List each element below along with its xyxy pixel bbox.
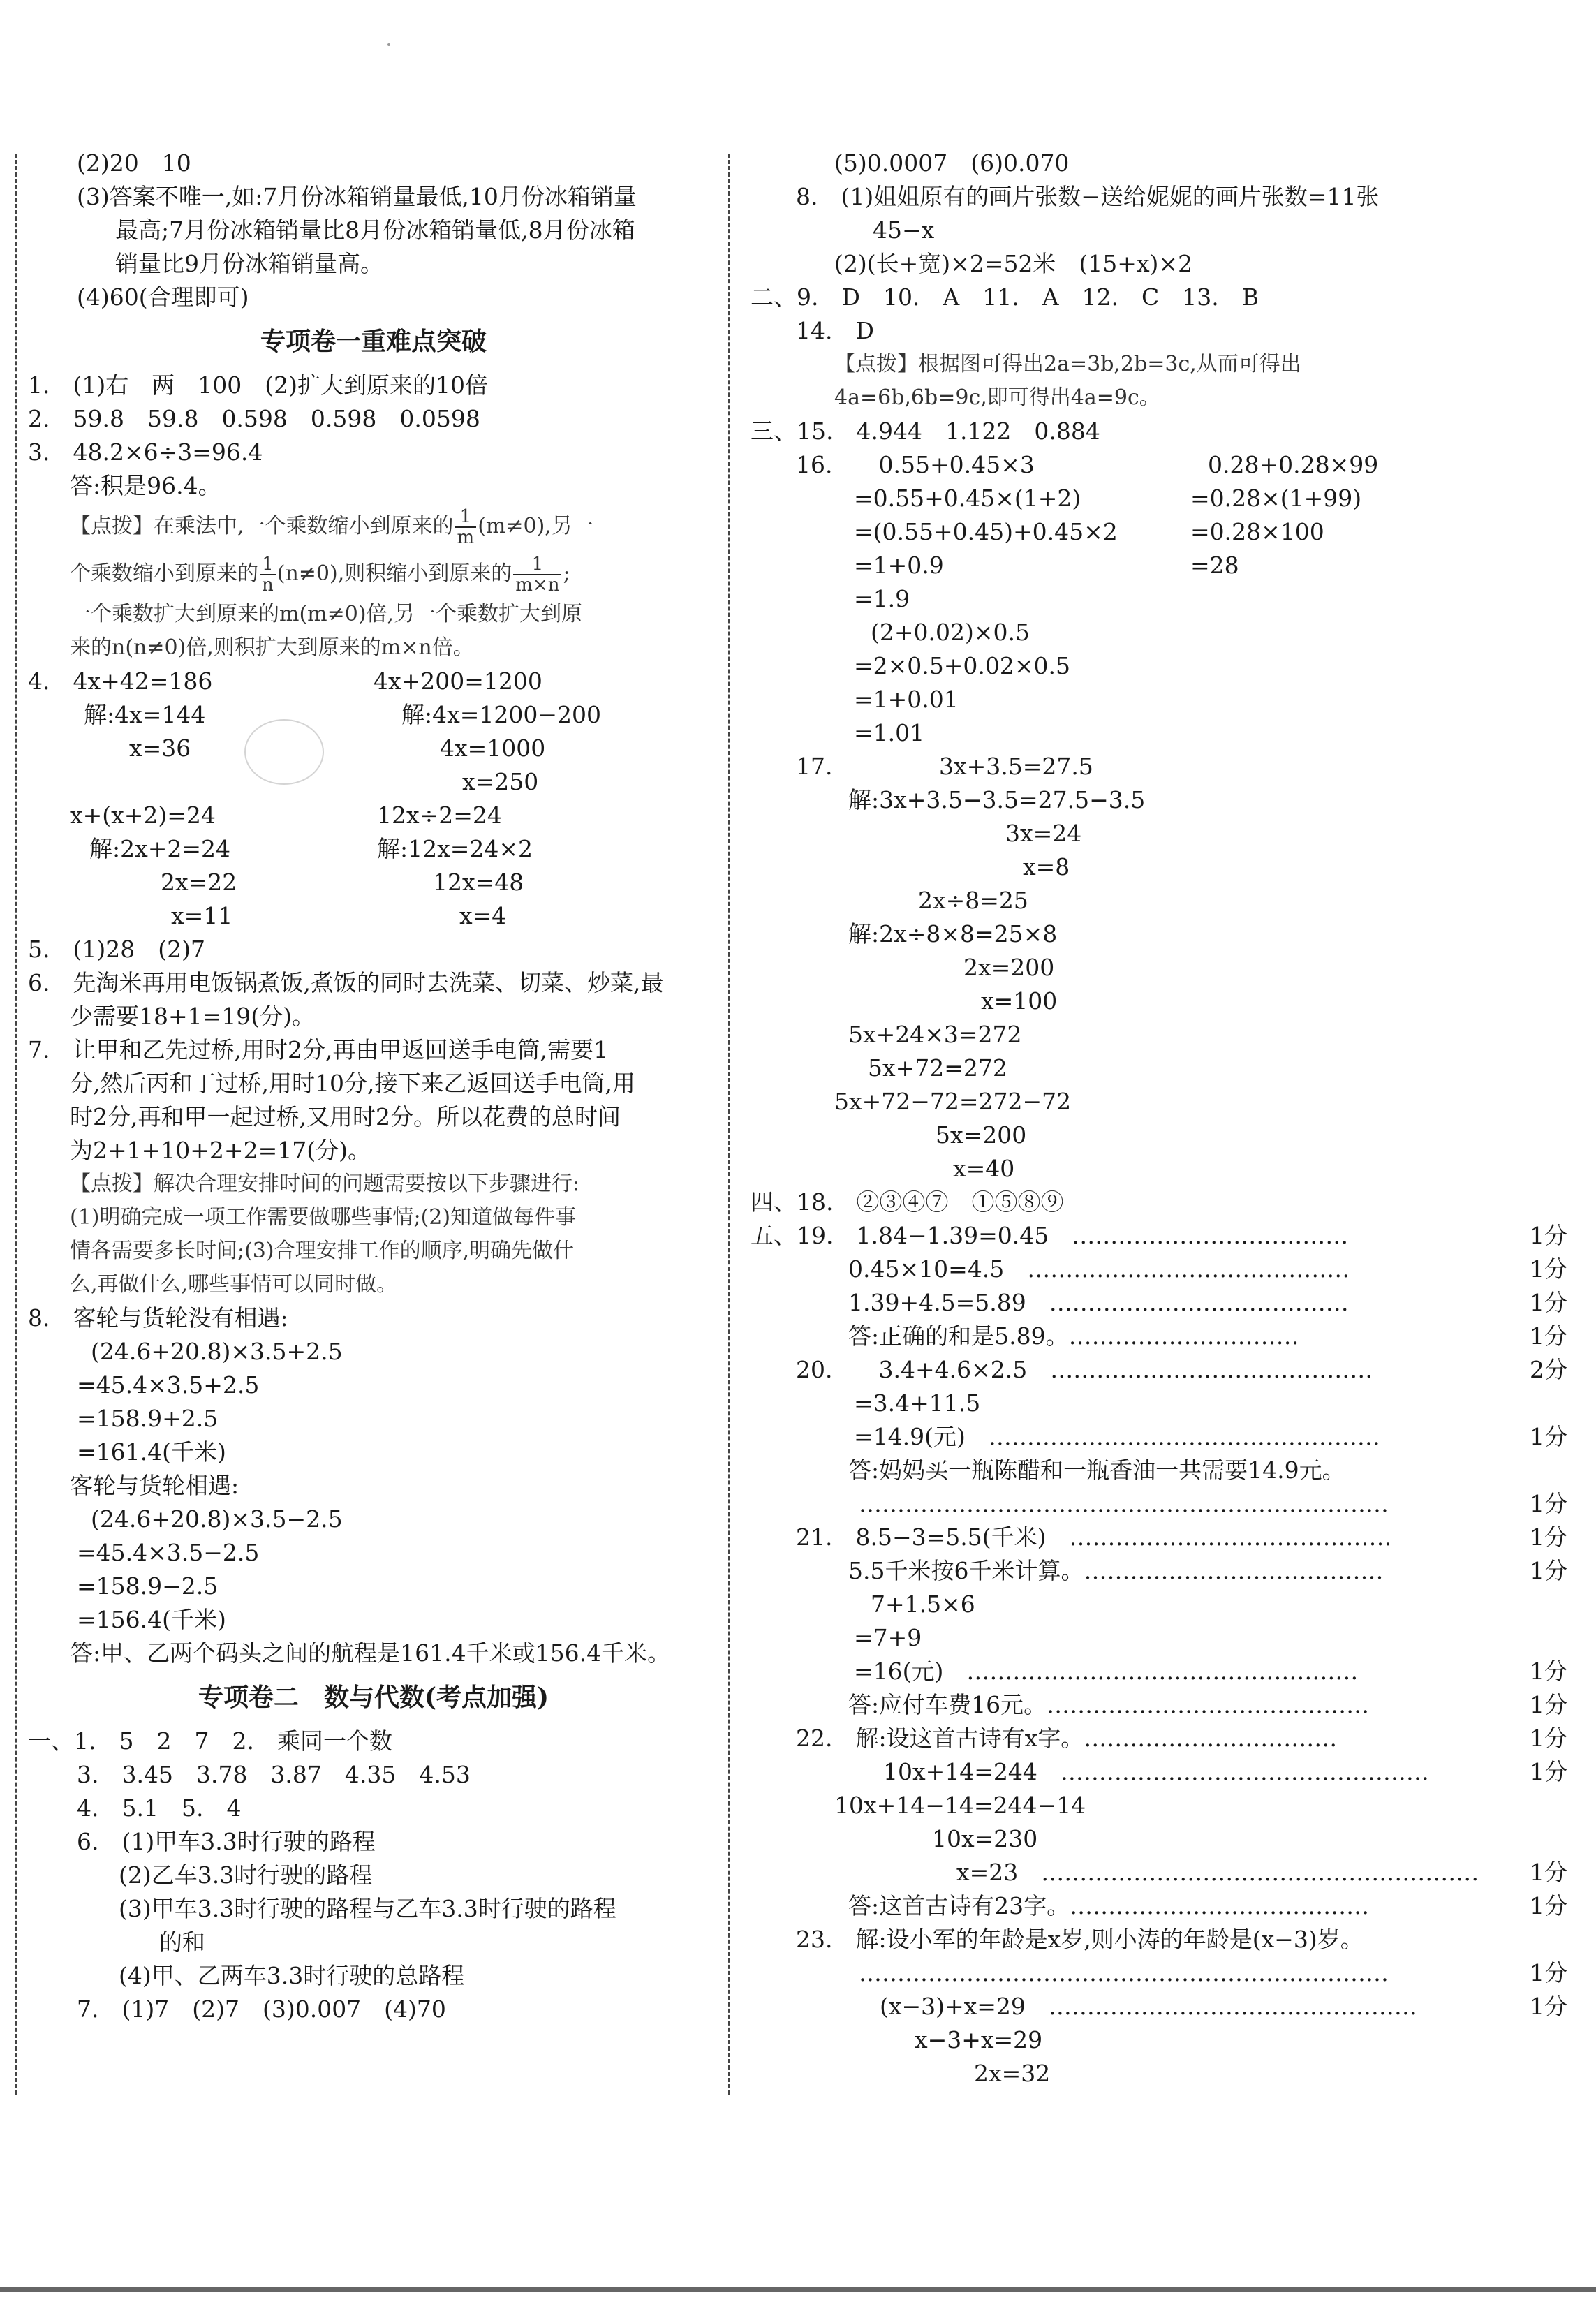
- line-text: =45.4×3.5+2.5: [77, 1371, 260, 1399]
- answer-line: [28, 1100, 719, 1134]
- line-text: =1+0.01: [854, 686, 959, 713]
- answer-line: [751, 281, 1567, 314]
- line-text: 二、9. D 10. A 11. A 12. C 13. B: [751, 283, 1259, 311]
- answer-line: [751, 1956, 1567, 1990]
- answer-line: [28, 1436, 719, 1469]
- line-text: 时2分,再和甲一起过桥,又用时2分。所以花费的总时间: [70, 1103, 621, 1130]
- line-text: 五、19. 1.84−1.39=0.45 ………………………………: [751, 1222, 1349, 1249]
- score-points: 1分: [1530, 1289, 1567, 1316]
- line-text: 来的n(n≠0)倍,则积扩大到原来的m×n倍。: [70, 635, 474, 660]
- line-text: 23. 解:设小军的年龄是x岁,则小涛的年龄是(x−3)岁。: [796, 1926, 1364, 1953]
- line-text: x=40: [953, 1155, 1015, 1182]
- line-text: 5.5千米按6千米计算。…………………………………: [848, 1557, 1384, 1584]
- answer-line: [751, 1521, 1567, 1554]
- line-text: 10x+14=244 …………………………………………: [883, 1758, 1429, 1785]
- answer-line: [751, 783, 1567, 817]
- answer-line: [751, 1822, 1567, 1856]
- score-points: 1分: [1530, 1758, 1567, 1785]
- line-text: 四、18. ②③④⑦ ①⑤⑧⑨: [751, 1188, 1064, 1216]
- line-text: ……………………………………………………………: [859, 1490, 1389, 1517]
- line-text: (24.6+20.8)×3.5+2.5: [91, 1338, 343, 1365]
- answer-line: [28, 1993, 719, 2026]
- line-text: ……………………………………………………………: [859, 1959, 1389, 1986]
- score-points: 1分: [1530, 1423, 1567, 1450]
- answer-line: [751, 1052, 1567, 1085]
- line-text: 5x+72−72=272−72: [834, 1088, 1072, 1115]
- answer-line: [751, 850, 1567, 884]
- answer-line: [28, 765, 719, 799]
- answer-line: [28, 732, 719, 765]
- equation-cell: =0.28×(1+99): [1190, 485, 1362, 512]
- equation-cell: =1+0.9: [854, 552, 944, 579]
- line-text: 最高;7月份冰箱销量比8月份冰箱销量低,8月份冰箱: [115, 216, 635, 244]
- line-text: 2x÷8=25: [918, 887, 1028, 914]
- score-points: 1分: [1530, 1658, 1567, 1685]
- hint-line: [28, 598, 719, 631]
- line-text: =3.4+11.5: [854, 1389, 981, 1417]
- line-text: 1. (1)右 两 100 (2)扩大到原来的10倍: [28, 371, 488, 399]
- answer-line: [28, 1637, 719, 1670]
- hint-line: [751, 348, 1567, 381]
- score-points: 1分: [1530, 1959, 1567, 1986]
- line-text: 0.45×10=4.5 ……………………………………: [848, 1255, 1350, 1283]
- score-points: 1分: [1530, 1725, 1567, 1752]
- answer-line: [28, 214, 719, 247]
- hint-line: [28, 1167, 719, 1201]
- line-text: 22. 解:设这首古诗有x字。……………………………: [796, 1725, 1338, 1752]
- line-text: 客轮与货轮相遇:: [70, 1472, 239, 1499]
- line-text: 3x=24: [1005, 820, 1082, 847]
- equation-cell: 3x+3.5=27.5: [939, 753, 1093, 780]
- line-text: (3)答案不唯一,如:7月份冰箱销量最低,10月份冰箱销量: [77, 183, 637, 210]
- line-text: 8. 客轮与货轮没有相遇:: [28, 1304, 288, 1331]
- equation-cell: 17.: [796, 753, 833, 780]
- line-text: =16(元) ……………………………………………: [854, 1658, 1359, 1685]
- line-text: (1)明确完成一项工作需要做哪些事情;(2)知道做每件事: [70, 1205, 577, 1230]
- answer-line: [751, 1655, 1567, 1688]
- line-text: =14.9(元) ……………………………………………: [854, 1423, 1380, 1450]
- answer-line: [28, 281, 719, 314]
- answer-line: [28, 966, 719, 1000]
- answer-line: [751, 1152, 1567, 1186]
- line-text: 答:这首古诗有23字。…………………………………: [848, 1892, 1370, 1919]
- answer-line: [751, 314, 1567, 348]
- answer-line: [28, 866, 719, 899]
- answer-line: [751, 147, 1567, 180]
- section-heading: 专项卷一重难点突破: [260, 327, 487, 356]
- hint-line: [28, 1201, 719, 1234]
- line-text: =1.9: [854, 585, 910, 612]
- line-text: 5x+72=272: [868, 1054, 1007, 1082]
- hint-line: [28, 631, 719, 665]
- line-text: 7. 让甲和乙先过桥,用时2分,再由甲返回送手电筒,需要1: [28, 1036, 608, 1063]
- line-text: (4)60(合理即可): [77, 283, 249, 311]
- answer-line: [28, 1792, 719, 1825]
- answer-line: [751, 1889, 1567, 1923]
- scan-mark: [387, 43, 390, 46]
- answer-line: [28, 1892, 719, 1926]
- answer-line: [28, 147, 719, 180]
- equation-cell: 16. 0.55+0.45×3: [796, 451, 1035, 478]
- fraction-numerator: 1: [513, 554, 561, 575]
- answer-line: [751, 1119, 1567, 1152]
- answer-line: [751, 1621, 1567, 1655]
- hint-line: [28, 503, 719, 550]
- score-points: 1分: [1530, 1557, 1567, 1584]
- answer-line: [28, 1033, 719, 1067]
- line-text: 么,再做什么,哪些事情可以同时做。: [70, 1272, 398, 1297]
- answer-line: [751, 817, 1567, 850]
- answer-line: [751, 1923, 1567, 1956]
- answer-line: [751, 448, 1567, 482]
- line-text: 少需要18+1=19(分)。: [70, 1003, 316, 1030]
- answer-line: [751, 1789, 1567, 1822]
- answer-line: [28, 1067, 719, 1100]
- answer-line: [28, 1369, 719, 1402]
- answer-line: [751, 482, 1567, 515]
- answer-line: [751, 1554, 1567, 1588]
- answer-line: [751, 884, 1567, 917]
- text-part: 【点拨】在乘法中,一个乘数缩小到原来的: [70, 514, 454, 538]
- line-text: 2x=32: [974, 2060, 1051, 2087]
- line-text: x=8: [1023, 853, 1070, 880]
- answer-line: [28, 402, 719, 436]
- equation-cell: 解:12x=24×2: [377, 835, 533, 862]
- score-points: 1分: [1530, 1524, 1567, 1551]
- line-text: =161.4(千米): [77, 1438, 226, 1466]
- answer-line: [28, 1926, 719, 1959]
- answer-line: [751, 716, 1567, 750]
- answer-line: [751, 582, 1567, 616]
- answer-line: [751, 415, 1567, 448]
- hint-line: [28, 1234, 719, 1268]
- score-points: 1分: [1530, 1859, 1567, 1886]
- text-part: (m≠0),另一: [478, 514, 593, 538]
- equation-cell: x=11: [171, 902, 233, 929]
- text-part: (n≠0),则积缩小到原来的: [276, 561, 512, 586]
- answer-line: [751, 515, 1567, 549]
- line-text: =45.4×3.5−2.5: [77, 1539, 260, 1566]
- answer-line: [751, 750, 1567, 783]
- line-text: =7+9: [854, 1624, 922, 1651]
- fraction: [513, 554, 561, 595]
- left-column: [28, 147, 719, 2026]
- fraction-denominator: m×n: [515, 575, 560, 596]
- equation-cell: 2x=22: [161, 869, 237, 896]
- fraction: [455, 507, 477, 547]
- answer-line: [28, 1959, 719, 1993]
- answer-line: [751, 180, 1567, 214]
- answer-line: [751, 1856, 1567, 1889]
- left-margin-dashed-line: [15, 154, 17, 2095]
- line-text: =156.4(千米): [77, 1606, 226, 1633]
- text-part: ;: [563, 561, 570, 586]
- line-text: 解:2x÷8×8=25×8: [848, 920, 1058, 947]
- answer-line: [28, 247, 719, 281]
- equation-cell: 解:4x=1200−200: [401, 701, 601, 728]
- line-text: 答:积是96.4。: [70, 472, 221, 499]
- answer-line: [751, 1755, 1567, 1789]
- line-text: 45−x: [873, 216, 935, 244]
- answer-line: [751, 917, 1567, 951]
- answer-line: [28, 469, 719, 503]
- line-text: 2. 59.8 59.8 0.598 0.598 0.0598: [28, 405, 480, 432]
- answer-line: [751, 1722, 1567, 1755]
- answer-line: [28, 1134, 719, 1167]
- section-heading: 专项卷二 数与代数(考点加强): [198, 1683, 549, 1712]
- score-points: 1分: [1530, 1322, 1567, 1350]
- answer-line: [751, 1219, 1567, 1253]
- line-text: x=23 …………………………………………………: [956, 1859, 1479, 1886]
- equation-cell: x+(x+2)=24: [70, 802, 216, 829]
- equation-cell: 4x+200=1200: [374, 667, 542, 695]
- score-points: 1分: [1530, 1255, 1567, 1283]
- line-text: 5x+24×3=272: [848, 1021, 1022, 1048]
- line-text: 5. (1)28 (2)7: [28, 936, 205, 963]
- equation-cell: =0.28×100: [1190, 518, 1324, 545]
- answer-line: [28, 1725, 719, 1758]
- score-points: 2分: [1530, 1356, 1567, 1383]
- line-text: 7+1.5×6: [871, 1591, 975, 1618]
- line-text: 8. (1)姐姐原有的画片张数−送给妮妮的画片张数=11张: [796, 183, 1380, 210]
- line-text: 3. 48.2×6÷3=96.4: [28, 438, 263, 466]
- line-text: 一、1. 5 2 7 2. 乘同一个数: [28, 1727, 392, 1755]
- line-text: 6. (1)甲车3.3时行驶的路程: [77, 1828, 376, 1855]
- answer-line: [28, 1000, 719, 1033]
- answer-line: [28, 1402, 719, 1436]
- answer-line: [28, 698, 719, 732]
- equation-cell: x=4: [459, 902, 507, 929]
- line-text: =1.01: [854, 719, 925, 746]
- answer-line: [751, 951, 1567, 984]
- answer-line: [28, 1335, 719, 1369]
- answer-line: [28, 1503, 719, 1536]
- equation-cell: =28: [1190, 552, 1239, 579]
- answer-line: [751, 984, 1567, 1018]
- answer-line: [28, 1825, 719, 1859]
- equation-cell: x=250: [462, 768, 539, 795]
- score-points: 1分: [1530, 1892, 1567, 1919]
- line-text: (5)0.0007 (6)0.070: [834, 149, 1070, 177]
- line-text: (2)(长+宽)×2=52米 (15+x)×2: [834, 250, 1193, 277]
- answer-line: [751, 1186, 1567, 1219]
- equation-cell: 解:4x=144: [84, 701, 206, 728]
- line-text: =158.9+2.5: [77, 1405, 219, 1432]
- line-text: 的和: [159, 1928, 205, 1956]
- line-text: 答:正确的和是5.89。…………………………: [848, 1322, 1299, 1350]
- answer-line: [751, 1387, 1567, 1420]
- line-text: 4. 5.1 5. 4: [77, 1794, 242, 1822]
- equation-cell: 解:2x+2=24: [89, 835, 231, 862]
- line-text: (2)乙车3.3时行驶的路程: [119, 1861, 373, 1889]
- fraction-numerator: 1: [455, 507, 477, 528]
- line-text: 为2+1+10+2+2=17(分)。: [70, 1137, 371, 1164]
- text-part: 个乘数缩小到原来的: [70, 561, 258, 586]
- answer-line: [28, 1859, 719, 1892]
- line-text: =2×0.5+0.02×0.5: [854, 652, 1071, 679]
- hint-line: [751, 381, 1567, 415]
- answer-line: [751, 1454, 1567, 1487]
- score-points: 1分: [1530, 1691, 1567, 1718]
- answer-line: [751, 1253, 1567, 1286]
- fraction-denominator: m: [457, 527, 475, 548]
- line-text: 6. 先淘米再用电饭锅煮饭,煮饭的同时去洗菜、切菜、炒菜,最: [28, 969, 664, 996]
- line-text: 10x=230: [932, 1825, 1038, 1852]
- equation-cell: 4x=1000: [440, 735, 546, 762]
- line-text: (3)甲车3.3时行驶的路程与乙车3.3时行驶的路程: [119, 1895, 616, 1922]
- equation-cell: x=36: [129, 735, 191, 762]
- line-text: 解:3x+3.5−3.5=27.5−3.5: [848, 786, 1146, 813]
- line-text: 21. 8.5−3=5.5(千米) ……………………………………: [796, 1524, 1392, 1551]
- equation-cell: 12x÷2=24: [377, 802, 502, 829]
- line-text: 答:甲、乙两个码头之间的航程是161.4千米或156.4千米。: [70, 1639, 671, 1667]
- answer-line: [28, 180, 719, 214]
- answer-line: [751, 1588, 1567, 1621]
- line-text: 三、15. 4.944 1.122 0.884: [751, 418, 1100, 445]
- line-text: 【点拨】根据图可得出2a=3b,2b=3c,从而可得出: [834, 352, 1301, 376]
- answer-line: [751, 247, 1567, 281]
- answer-line: [751, 1420, 1567, 1454]
- hint-line: [28, 550, 719, 598]
- line-text: 3. 3.45 3.78 3.87 4.35 4.53: [77, 1761, 471, 1788]
- answer-line: [28, 665, 719, 698]
- answer-line: [751, 1688, 1567, 1722]
- line-text: 14. D: [796, 317, 874, 344]
- answer-line: [751, 649, 1567, 683]
- answer-line: [751, 616, 1567, 649]
- line-text: 分,然后丙和丁过桥,用时10分,接下来乙返回送手电筒,用: [70, 1070, 635, 1097]
- answer-line: [28, 1301, 719, 1335]
- score-points: 1分: [1530, 1222, 1567, 1249]
- line-text: x−3+x=29: [915, 2026, 1043, 2053]
- answer-line: [28, 1758, 719, 1792]
- answer-line: [751, 683, 1567, 716]
- equation-cell: 12x=48: [433, 869, 524, 896]
- line-text: 一个乘数扩大到原来的m(m≠0)倍,另一个乘数扩大到原: [70, 602, 583, 626]
- answer-line: [751, 214, 1567, 247]
- answer-line: [751, 1320, 1567, 1353]
- answer-line: [751, 1085, 1567, 1119]
- answer-line: [28, 369, 719, 402]
- line-text: 【点拨】解决合理安排时间的问题需要按以下步骤进行:: [70, 1172, 580, 1196]
- fraction: [260, 554, 276, 595]
- line-text: 20. 3.4+4.6×2.5 ……………………………………: [796, 1356, 1373, 1383]
- line-text: (24.6+20.8)×3.5−2.5: [91, 1505, 343, 1533]
- answer-line: [28, 799, 719, 832]
- answer-line: [28, 1469, 719, 1503]
- answer-line: [751, 1487, 1567, 1521]
- line-text: 1.39+4.5=5.89 …………………………………: [848, 1289, 1349, 1316]
- equation-cell: =(0.55+0.45)+0.45×2: [854, 518, 1118, 545]
- answer-line: [751, 549, 1567, 582]
- answer-line: [751, 2057, 1567, 2090]
- line-text: 答:应付车费16元。……………………………………: [848, 1691, 1370, 1718]
- hint-line: [28, 1268, 719, 1301]
- score-points: 1分: [1530, 1490, 1567, 1517]
- score-points: 1分: [1530, 1993, 1567, 2020]
- center-dashed-divider: [728, 154, 730, 2095]
- line-text: 2x=200: [963, 954, 1055, 981]
- equation-cell: 0.28+0.28×99: [1208, 451, 1379, 478]
- equation-cell: 4. 4x+42=186: [28, 667, 213, 695]
- answer-line: [28, 1570, 719, 1603]
- fraction-denominator: n: [262, 575, 274, 596]
- line-text: =158.9−2.5: [77, 1572, 219, 1600]
- answer-line: [28, 1536, 719, 1570]
- equation-cell: =0.55+0.45×(1+2): [854, 485, 1081, 512]
- answer-line: [28, 436, 719, 469]
- answer-line: [28, 899, 719, 933]
- answer-line: [751, 1353, 1567, 1387]
- line-text: 销量比9月份冰箱销量高。: [115, 250, 383, 277]
- answer-line: [28, 1603, 719, 1637]
- line-text: (x−3)+x=29 …………………………………………: [880, 1993, 1417, 2020]
- answer-line: [751, 2023, 1567, 2057]
- answer-line: [28, 933, 719, 966]
- line-text: 10x+14−14=244−14: [834, 1792, 1086, 1819]
- answer-line: [751, 1018, 1567, 1052]
- fraction-numerator: 1: [260, 554, 276, 575]
- right-column: [751, 147, 1567, 2090]
- line-text: (2+0.02)×0.5: [871, 619, 1030, 646]
- line-text: 7. (1)7 (2)7 (3)0.007 (4)70: [77, 1996, 446, 2023]
- line-text: (4)甲、乙两车3.3时行驶的总路程: [119, 1962, 465, 1989]
- answer-line: [751, 1286, 1567, 1320]
- line-text: x=100: [981, 987, 1058, 1015]
- bottom-border: [0, 2287, 1596, 2292]
- line-text: (2)20 10: [77, 149, 191, 177]
- line-text: 情各需要多长时间;(3)合理安排工作的顺序,明确先做什: [70, 1239, 575, 1263]
- line-text: 答:妈妈买一瓶陈醋和一瓶香油一共需要14.9元。: [848, 1456, 1345, 1484]
- line-text: 5x=200: [936, 1121, 1027, 1149]
- line-text: 4a=6b,6b=9c,即可得出4a=9c。: [834, 385, 1160, 410]
- answer-line: [28, 832, 719, 866]
- answer-line: [751, 1990, 1567, 2023]
